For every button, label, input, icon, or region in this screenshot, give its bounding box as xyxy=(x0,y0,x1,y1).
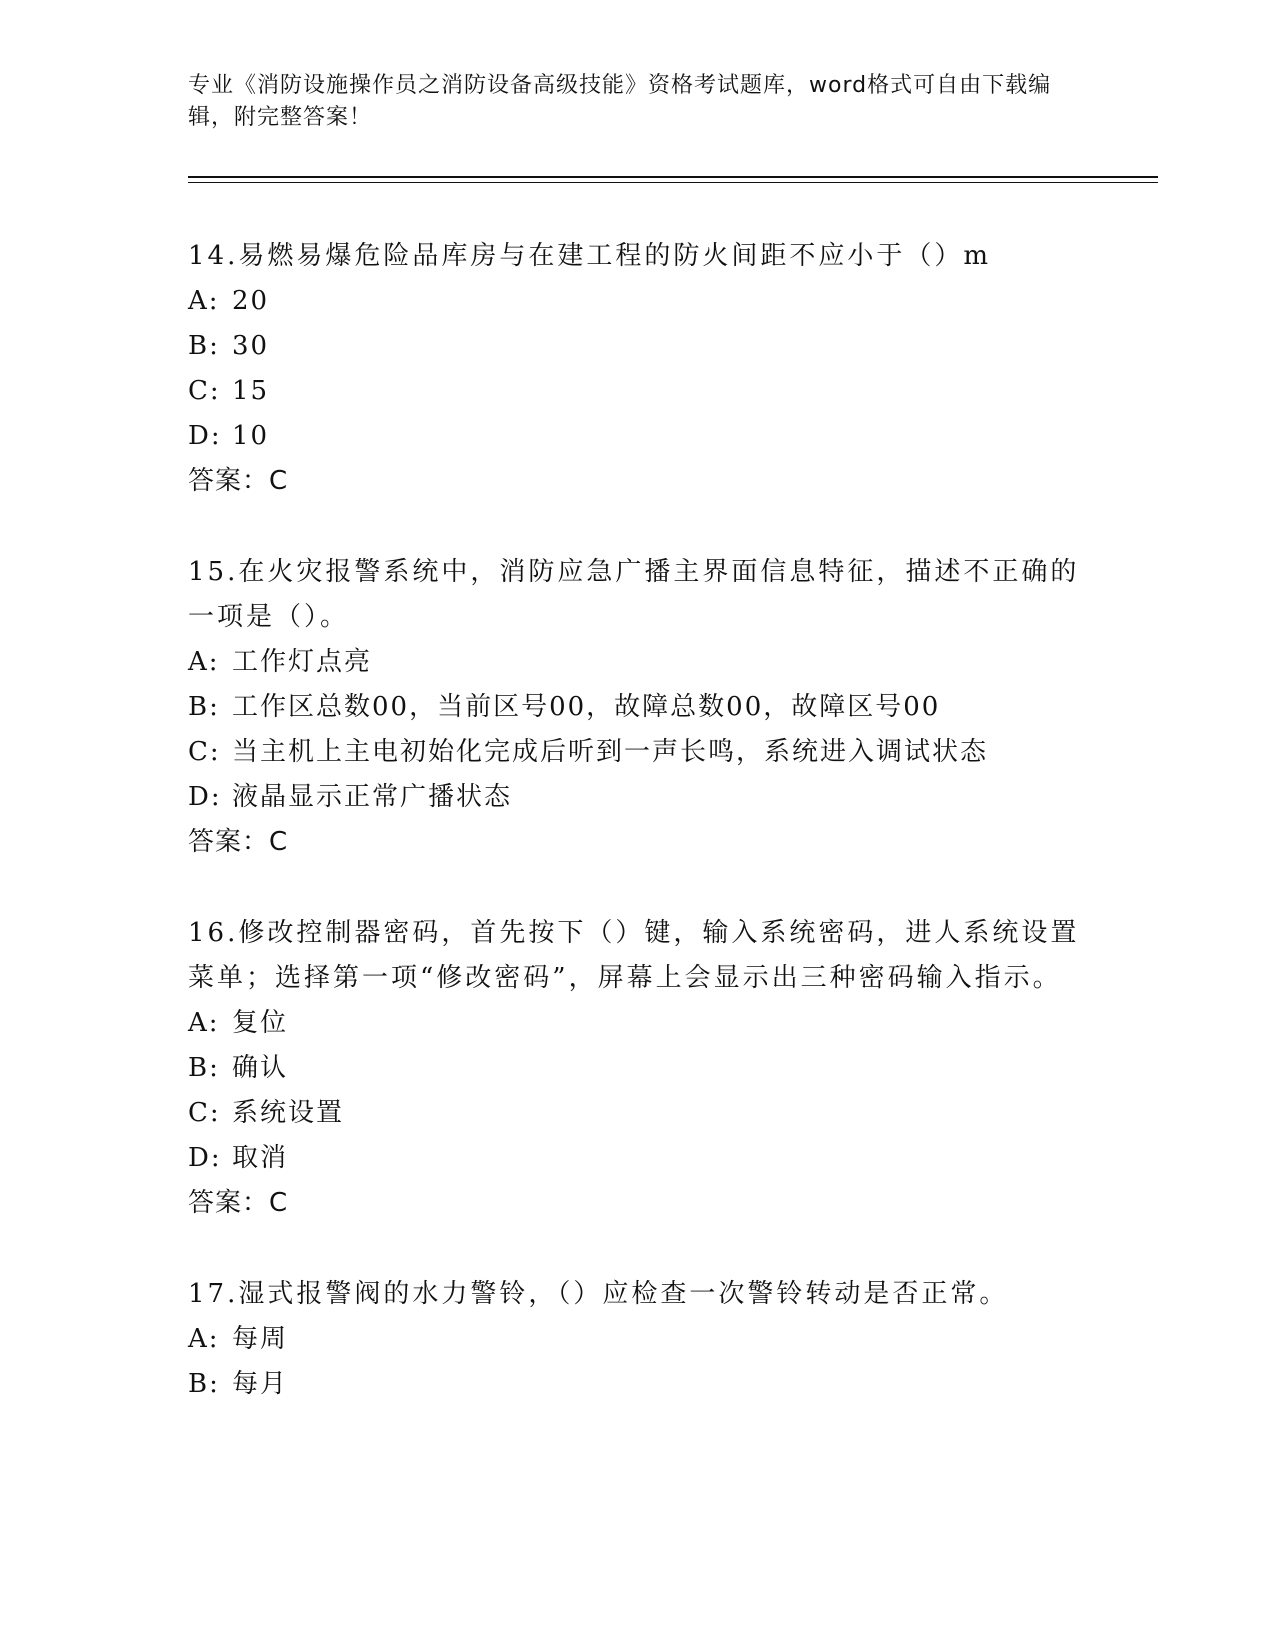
option-label: B: xyxy=(188,1053,220,1083)
option-label: C: xyxy=(188,376,221,406)
answer-line: 答案：C xyxy=(188,466,289,496)
question-16 xyxy=(188,911,1088,1226)
option-text: 20 xyxy=(232,286,270,316)
question-stem: 16.修改控制器密码，首先按下（）键，输入系统密码，进人系统设置菜单；选择第一项“修改密码”，屏幕上会显示出三种密码输入指示。 xyxy=(188,918,1080,993)
question-stem: 14.易燃易爆危险品库房与在建工程的防火间距不应小于（）m xyxy=(188,241,992,271)
option-b xyxy=(188,1362,1088,1407)
option-label: C: xyxy=(188,1098,221,1128)
question-stem: 17.湿式报警阀的水力警铃，（）应检查一次警铃转动是否正常。 xyxy=(188,1279,1009,1309)
option-a xyxy=(188,279,1088,324)
option-text: 液晶显示正常广播状态 xyxy=(232,782,513,812)
option-label: D: xyxy=(188,782,222,812)
question-stem: 15.在火灾报警系统中，消防应急广播主界面信息特征，描述不正确的一项是（）。 xyxy=(188,557,1080,632)
option-text: 30 xyxy=(232,331,270,361)
option-c xyxy=(188,369,1088,414)
option-c xyxy=(188,1091,1088,1136)
option-label: A: xyxy=(188,286,220,316)
option-label: B: xyxy=(188,331,220,361)
option-text: 系统设置 xyxy=(232,1098,345,1128)
header-rule-thick xyxy=(188,176,1158,178)
option-label: D: xyxy=(188,421,222,451)
option-label: B: xyxy=(188,1369,220,1399)
option-text: 复位 xyxy=(232,1008,289,1038)
question-15 xyxy=(188,550,1088,865)
option-label: B: xyxy=(188,692,220,722)
option-text: 工作区总数00，当前区号00，故障总数00，故障区号00 xyxy=(232,692,941,722)
option-label: C: xyxy=(188,737,221,767)
question-list xyxy=(188,234,1088,1453)
option-a xyxy=(188,1001,1088,1046)
option-label: A: xyxy=(188,1324,220,1354)
option-a xyxy=(188,640,1088,685)
option-text: 工作灯点亮 xyxy=(232,647,373,677)
answer-line: 答案：C xyxy=(188,827,289,857)
option-d xyxy=(188,414,1088,459)
option-text: 当主机上主电初始化完成后听到一声长鸣，系统进入调试状态 xyxy=(232,737,989,767)
option-d xyxy=(188,775,1088,820)
option-b xyxy=(188,1046,1088,1091)
option-d xyxy=(188,1136,1088,1181)
option-text: 每月 xyxy=(232,1369,289,1399)
question-17 xyxy=(188,1272,1088,1407)
answer-line: 答案：C xyxy=(188,1188,289,1218)
option-text: 每周 xyxy=(232,1324,289,1354)
question-14 xyxy=(188,234,1088,504)
option-label: A: xyxy=(188,1008,220,1038)
option-a xyxy=(188,1317,1088,1362)
option-c xyxy=(188,730,1088,775)
option-b xyxy=(188,685,1088,730)
option-text: 10 xyxy=(232,421,270,451)
option-b xyxy=(188,324,1088,369)
option-label: D: xyxy=(188,1143,222,1173)
header-rule-thin xyxy=(188,182,1158,183)
option-text: 确认 xyxy=(232,1053,289,1083)
option-text: 15 xyxy=(232,376,270,406)
option-label: A: xyxy=(188,647,220,677)
option-text: 取消 xyxy=(232,1143,289,1173)
document-header: 专业《消防设施操作员之消防设备高级技能》资格考试题库，word格式可自由下载编辑，附完整答案！ xyxy=(188,73,1052,130)
